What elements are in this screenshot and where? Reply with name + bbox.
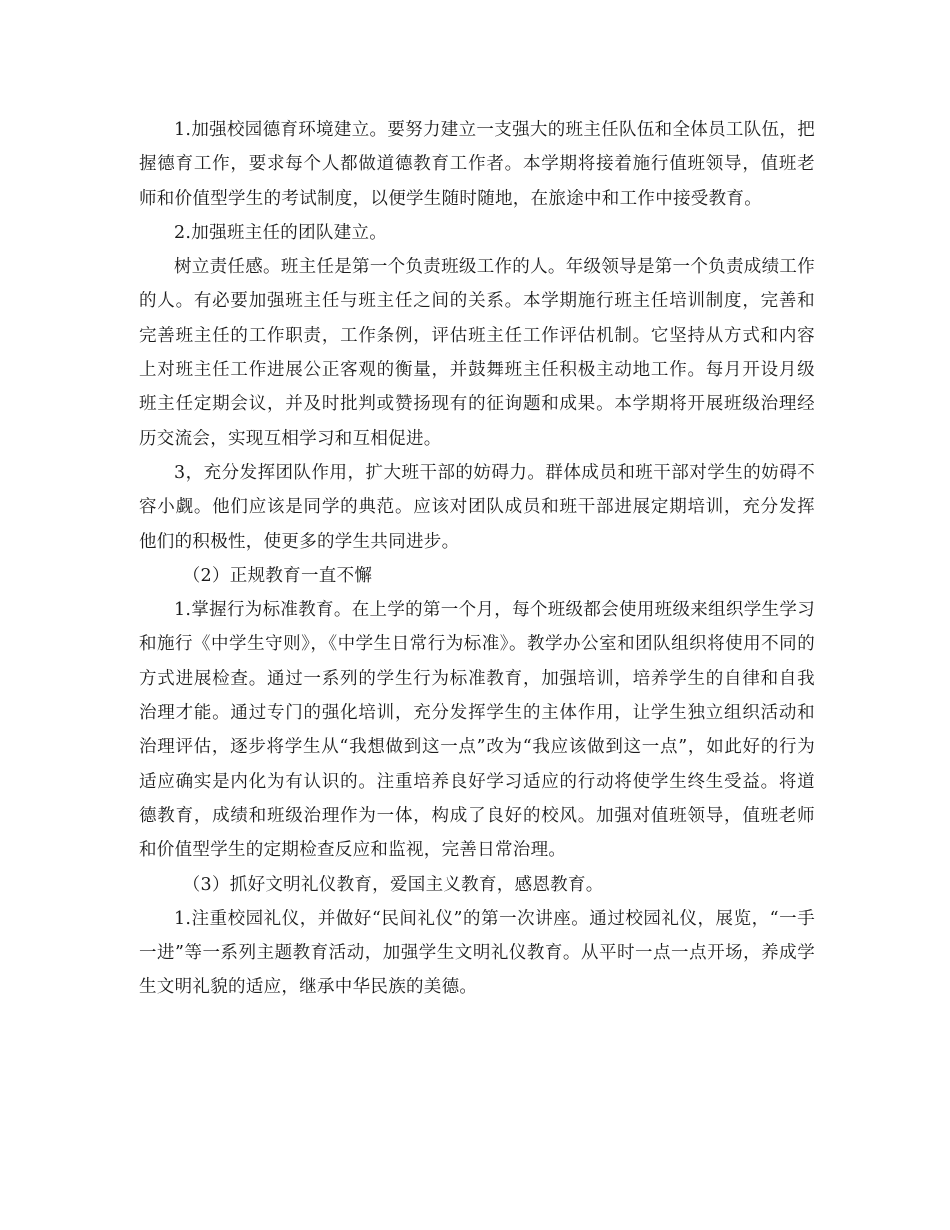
paragraph-6: 1.注重校园礼仪，并做好“民间礼仪”的第一次讲座。通过校园礼仪，展览，“一手一进”等一系列主题教育活动，加强学生文明礼仪教育。从平时一点一点开场，养成学生文明礼貌的适应，继承中华民族的美德。 <box>139 908 815 998</box>
paragraph-5: 1.掌握行为标准教育。在上学的第一个月，每个班级都会使用班级来组织学生学习和施行《中学生守则》，《中学生日常行为标准》。教学办公室和团队组织将使用不同的方式进展检查。通过一系列的学生行为标准教育，加强培训，培养学生的自律和自我治理才能。通过专门的强化培训，充分发挥学生的主体作用，让学生独立组织活动和治理评估，逐步将学生从“我想做到这一点”改为“我应该做到这一点”，如此好的行为适应确实是内化为有认识的。注重培养良好学习适应的行动将使学生终生受益。将道德教育，成绩和班级治理作为一体，构成了良好的校风。加强对值班领导，值班老师和价值型学生的定期检查反应和监视，完善日常治理。 <box>139 600 815 861</box>
document-body <box>139 113 815 1005</box>
paragraph-3: 树立责任感。班主任是第一个负责班级工作的人。年级领导是第一个负责成绩工作的人。有必要加强班主任与班主任之间的关系。本学期施行班主任培训制度，完善和完善班主任的工作职责，工作条例，评估班主任工作评估机制。它坚持从方式和内容上对班主任工作进展公正客观的衡量，并鼓舞班主任积极主动地工作。每月开设月级班主任定期会议，并及时批判或赞扬现有的征询题和成果。本学期将开展班级治理经历交流会，实现互相学习和互相促进。 <box>139 257 815 449</box>
paragraph-4: 3，充分发挥团队作用，扩大班干部的妨碍力。群体成员和班干部对学生的妨碍不容小觑。他们应该是同学的典范。应该对团队成员和班干部进展定期培训，充分发挥他们的积极性，使更多的学生共同进步。 <box>139 462 815 552</box>
paragraph-1: 1.加强校园德育环境建立。要努力建立一支强大的班主任队伍和全体员工队伍，把握德育工作，要求每个人都做道德教育工作者。本学期将接着施行值班领导，值班老师和价值型学生的考试制度，以便学生随时随地，在旅途中和工作中接受教育。 <box>139 120 815 209</box>
paragraph-2: 2.加强班主任的团队建立。 <box>174 222 388 243</box>
section-heading-2: （2）正规教育一直不懈 <box>182 565 373 586</box>
section-heading-3: （3）抓好文明礼仪教育，爱国主义教育，感恩教育。 <box>182 874 604 895</box>
